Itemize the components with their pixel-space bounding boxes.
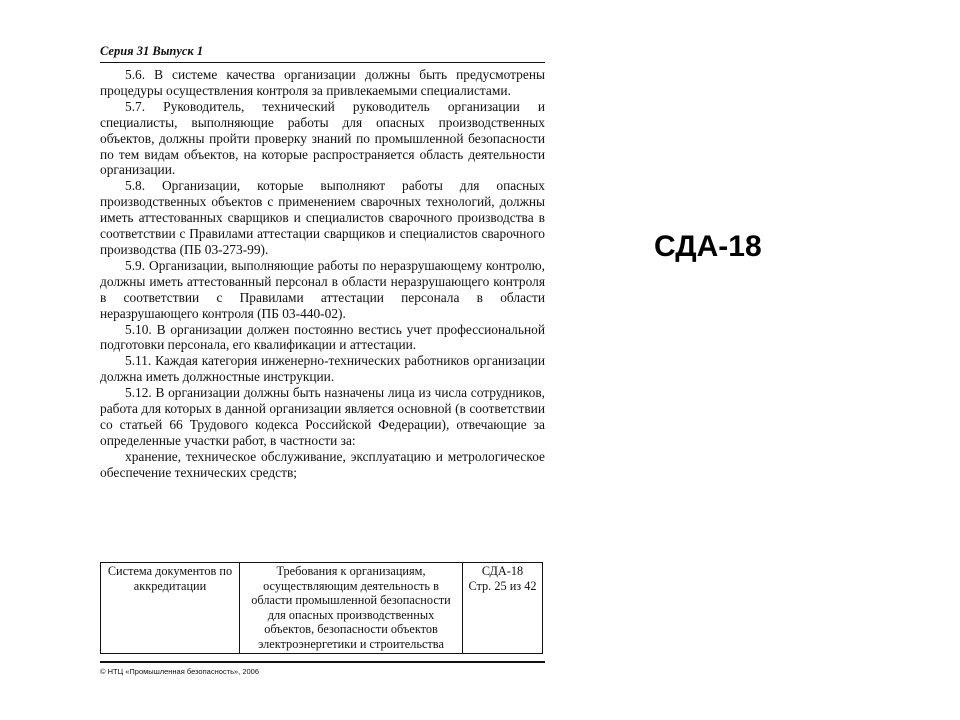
document-page	[100, 40, 545, 680]
header-rule	[100, 62, 545, 63]
paragraph-5-10: 5.10. В организации должен постоянно вестись учет профессиональной подготовки персонала, его квалификации и аттестации.	[100, 321, 545, 353]
document-code-title: СДА-18	[654, 230, 762, 263]
footer-system-cell: Система документов по аккредитации	[101, 563, 240, 654]
footer-requirements-cell: Требования к организациям, осуществляющим деятельность в области промышленной безопасности для опасных производственных объектов, безопасности объектов электроэнергетики и строительства	[240, 563, 463, 654]
series-header: Серия 31 Выпуск 1	[100, 44, 204, 58]
paragraph-5-11: 5.11. Каждая категория инженерно-технических работников организации должна иметь должностные инструкции.	[100, 353, 545, 385]
footer-code-cell	[463, 563, 543, 654]
paragraph-storage: хранение, техническое обслуживание, эксплуатацию и метрологическое обеспечение технических средств;	[100, 448, 545, 480]
paragraph-5-6: 5.6. В системе качества организации должны быть предусмотрены процедуры осуществления контроля за привлекаемыми специалистами.	[100, 67, 545, 98]
footer-rule	[100, 661, 545, 663]
footer-page: Стр. 25 из 42	[468, 578, 537, 593]
paragraph-5-12: 5.12. В организации должны быть назначены лица из числа сотрудников, работа для которых в данной организации является основной (в соответствии со статьей 66 Трудового кодекса Российской Федерации), отвечающие за определенные участки работ, в частности за:	[100, 385, 545, 448]
footer-code: СДА-18	[481, 564, 524, 578]
paragraph-5-7: 5.7. Руководитель, технический руководитель организации и специалисты, выполняющие работы для опасных производственных объектов, должны пройти проверку знаний по промышленной безопасности по тем видам объектов, на которые распространяется область деятельности организации.	[100, 98, 545, 178]
paragraph-5-9: 5.9. Организации, выполняющие работы по неразрушающему контролю, должны иметь аттестованный персонал в области неразрушающего контроля в соответствии с Правилами аттестации персонала в области неразрушающего контроля (ПБ 03-440-02).	[100, 257, 545, 321]
copyright: © НТЦ «Промышленная безопасность», 2006	[100, 667, 260, 676]
paragraph-5-8: 5.8. Организации, которые выполняют работы для опасных производственных объектов с применением сварочных технологий, должны иметь аттестованных сварщиков и специалистов сварочного производства в соответствии с Правилами аттестации сварщиков и специалистов сварочного производства (ПБ 03-273-99).	[100, 178, 545, 257]
document-body	[100, 67, 545, 481]
footer-table	[100, 562, 543, 654]
